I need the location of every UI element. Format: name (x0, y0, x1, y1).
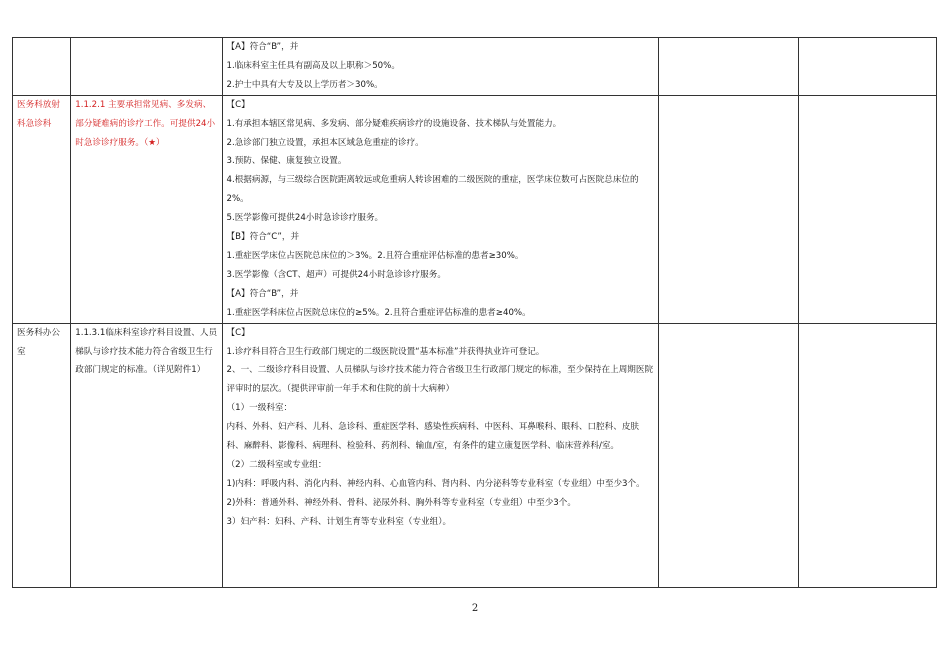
criteria-line: 【C】 (226, 99, 250, 110)
clause-text: 1.1.3.1临床科室诊疗科目设置、人员梯队与诊疗技术能力符合省级卫生行政部门规定的标准。（详见附件1） (75, 327, 218, 376)
criteria-cell (222, 95, 658, 323)
remarks-cell (798, 323, 936, 587)
dept-text: 医务科办公室 (17, 327, 60, 357)
dept-cell (13, 323, 71, 587)
remarks-cell (798, 95, 936, 323)
criteria-line: 【C】 (226, 327, 250, 338)
criteria-line: 2.护士中具有大专及以上学历者＞30%。 (226, 79, 383, 90)
criteria-line: 1.临床科室主任具有副高及以上职称＞50%。 (226, 60, 400, 71)
criteria-line: （2）二级科室或专业组： (226, 459, 327, 470)
remarks-cell (798, 38, 936, 96)
criteria-line: 内科、外科、妇产科、儿科、急诊科、重症医学科、感染性疾病科、中医科、耳鼻喉科、眼科、口腔科、皮肤科、麻醉科、影像科、病理科、检验科、药剂科、输血/室，有条件的建立康复医学科、临床营养科/室。 (226, 422, 640, 452)
table-row (13, 323, 937, 587)
criteria-line: 2)外科：普通外科、神经外科、骨科、泌尿外科、胸外科等专业科室（专业组）中至少3个。 (226, 497, 576, 508)
self-eval-cell (658, 38, 798, 96)
clause-cell (71, 95, 222, 323)
criteria-line: 4.根据病源，与三级综合医院距离较远或危重病人转诊困难的二级医院的重症，医学床位数可占医院总床位的2%。 (226, 175, 639, 205)
self-eval-cell (658, 323, 798, 587)
criteria-line: 【A】符合“B”，并 (226, 288, 299, 299)
criteria-line: 3.医学影像（含CT、超声）可提供24小时急诊诊疗服务。 (226, 269, 446, 280)
standards-table (12, 37, 937, 588)
criteria-line: 1.有承担本辖区常见病、多发病、部分疑难疾病诊疗的设施设备、技术梯队与处置能力。 (226, 118, 562, 129)
page-number: 2 (471, 603, 479, 614)
criteria-line: 2.急诊部门独立设置，承担本区域急危重症的诊疗。 (226, 137, 424, 148)
criteria-line: 1.重症医学科床位占医院总床位的≥5%。2.且符合重症评估标准的患者≥40%。 (226, 307, 531, 318)
table-row (13, 38, 937, 96)
criteria-line: 【B】符合“C”，并 (226, 232, 300, 243)
criteria-cell (222, 38, 658, 96)
table-row (13, 95, 937, 323)
dept-cell (13, 38, 71, 96)
self-eval-cell (658, 95, 798, 323)
criteria-line: 3）妇产科：妇科、产科、计划生育等专业科室（专业组）。 (226, 516, 452, 527)
criteria-line: 【A】符合“B”，并 (226, 42, 299, 52)
criteria-line: 2、一、二级诊疗科目设置、人员梯队与诊疗技术能力符合省级卫生行政部门规定的标准，至少保持在上周期医院评审时的层次。（提供评审前一年手术和住院的前十大病种） (226, 365, 654, 395)
clause-cell (71, 38, 222, 96)
criteria-line: 5.医学影像可提供24小时急诊诊疗服务。 (226, 213, 384, 224)
criteria-line: 1.诊疗科目符合卫生行政部门规定的二级医院设置“基本标准”并获得执业许可登记。 (226, 346, 545, 357)
criteria-line: 1)内科：呼吸内科、消化内科、神经内科、心血管内科、肾内科、内分泌科等专业科室（专业组）中至少3个。 (226, 478, 645, 489)
dept-cell (13, 95, 71, 323)
criteria-cell (222, 323, 658, 587)
dept-text: 医务科放射科急诊科 (17, 99, 60, 129)
clause-text: 1.1.2.1 主要承担常见病、多发病、部分疑难病的诊疗工作。可提供24小时急诊诊疗服务。（★） (75, 99, 216, 148)
clause-cell (71, 323, 222, 587)
criteria-line: 3.预防、保健、康复独立设置。 (226, 156, 347, 167)
criteria-line: 1.重症医学床位占医院总床位的＞3%。2.且符合重症评估标准的患者≥30%。 (226, 250, 524, 261)
criteria-line: （1）一级科室： (226, 403, 293, 414)
